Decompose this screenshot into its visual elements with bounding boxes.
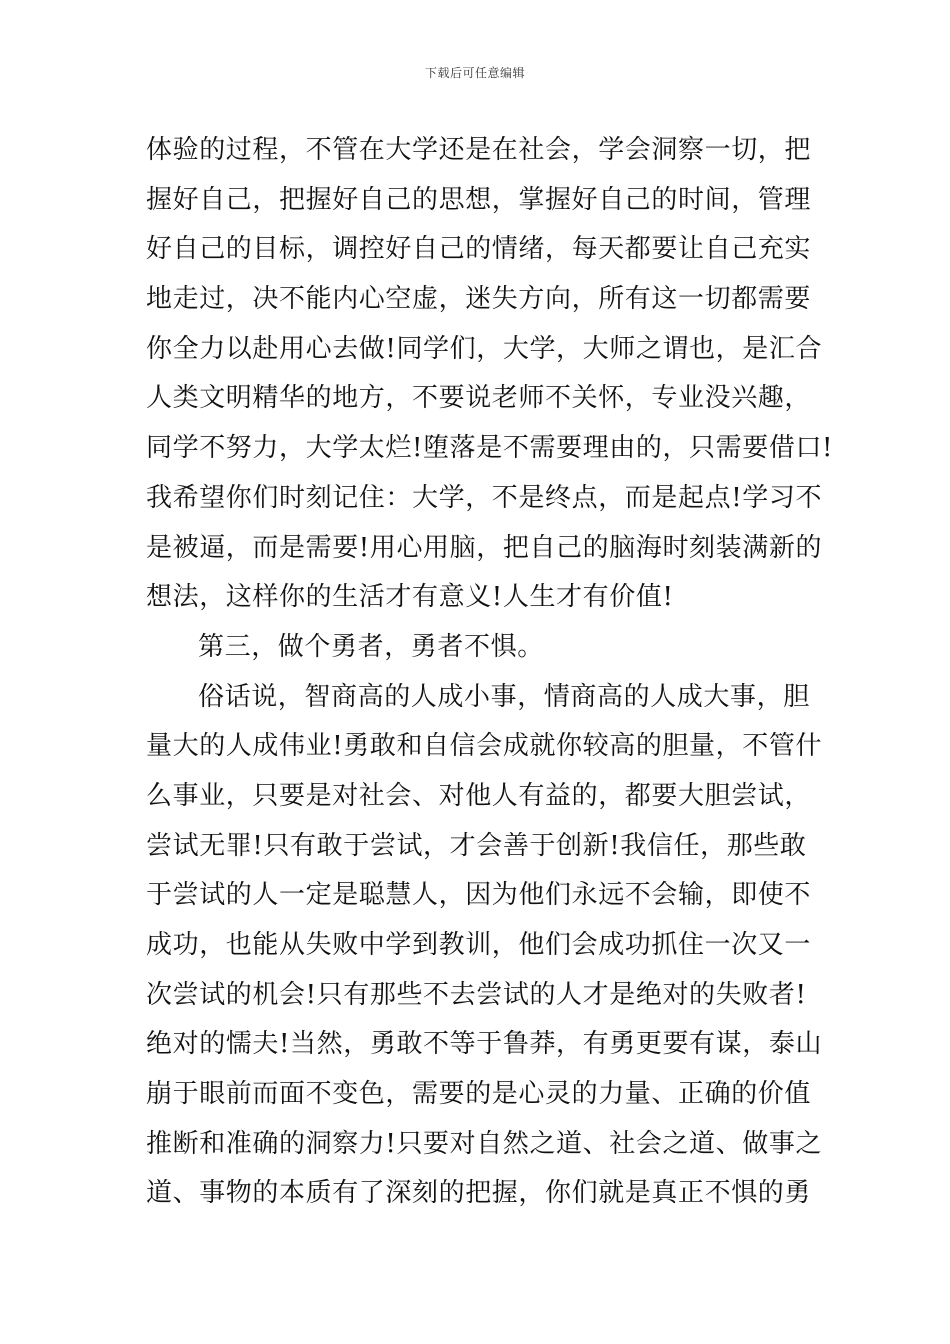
text-line: 崩于眼前而面不变色，需要的是心灵的力量、正确的价值 [146,1079,812,1110]
text-line: 好自己的目标，调控好自己的情绪，每天都要让自己充实 [146,234,812,265]
text-line: 我希望你们时刻记住：大学，不是终点，而是起点!学习不 [146,482,823,513]
paragraph-start-line: 俗话说，智商高的人成小事，情商高的人成大事，胆 [198,681,810,712]
text-line: 于尝试的人一定是聪慧人，因为他们永远不会输，即使不 [146,880,812,911]
text-line: 成功，也能从失败中学到教训，他们会成功抓住一次又一 [146,930,812,960]
page-header-note: 下载后可任意编辑 [424,66,525,80]
text-line: 体验的过程，不管在大学还是在社会，学会洞察一切，把 [146,135,812,165]
text-line: 地走过，决不能内心空虚，迷失方向，所有这一切都需要 [146,284,812,315]
document-body [146,126,834,1219]
text-line: 是被逼，而是需要!用心用脑，把自己的脑海时刻装满新的 [146,532,823,563]
text-line: 同学不努力，大学太烂!堕落是不需要理由的，只需要借口! [146,433,834,464]
section-heading: 第三，做个勇者，勇者不惧。 [198,631,544,662]
text-line: 绝对的懦夫!当然，勇敢不等于鲁莽，有勇更要有谋，泰山 [146,1029,823,1060]
text-line: 人类文明精华的地方，不要说老师不关怀，专业没兴趣， [146,383,812,414]
text-line: 想法，这样你的生活才有意义!人生才有价值! [146,582,674,613]
text-line: 道、事物的本质有了深刻的把握，你们就是真正不惧的勇 [146,1178,812,1209]
text-line: 么事业，只要是对社会、对他人有益的，都要大胆尝试， [146,780,812,811]
text-line: 握好自己，把握好自己的思想，掌握好自己的时间，管理 [146,184,812,215]
text-line: 推断和准确的洞察力!只要对自然之道、社会之道、做事之 [146,1128,823,1159]
text-line: 量大的人成伟业!勇敢和自信会成就你较高的胆量，不管什 [146,731,823,762]
text-line: 次尝试的机会!只有那些不去尝试的人才是绝对的失败者! [146,979,807,1010]
text-line: 你全力以赴用心去做!同学们，大学，大师之谓也，是汇合 [146,333,823,364]
text-line: 尝试无罪!只有敢于尝试，才会善于创新!我信任，那些敢 [146,830,807,861]
